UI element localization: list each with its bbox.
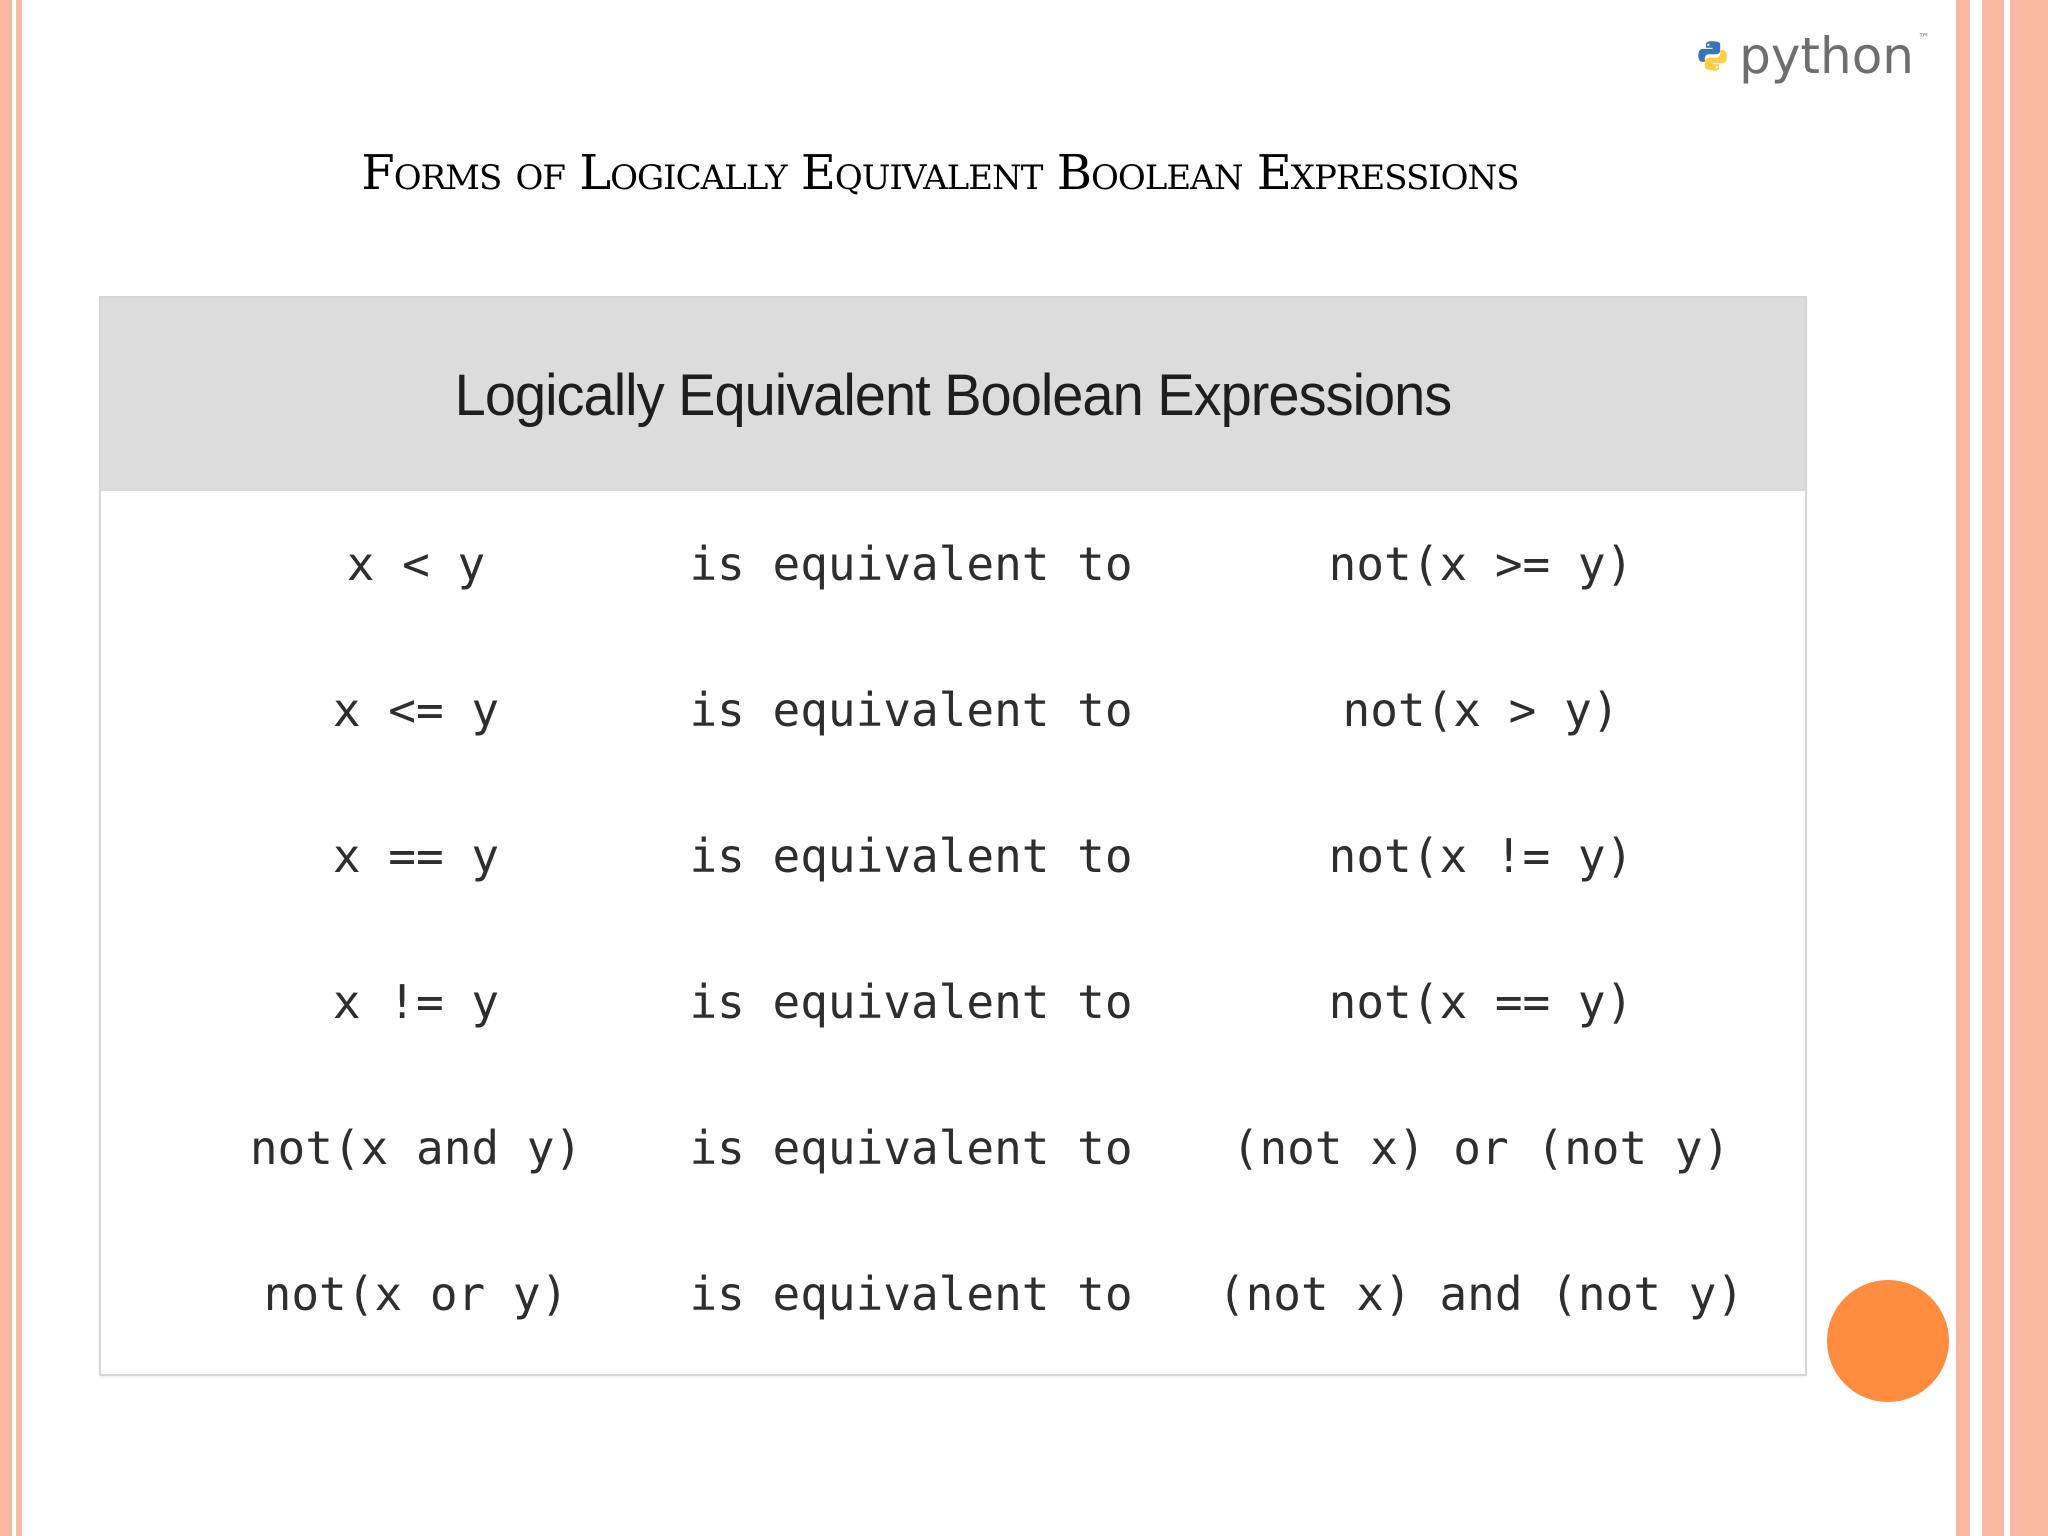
right-expression: not(x >= y) xyxy=(1328,537,1634,591)
left-border-stripe-2 xyxy=(16,0,22,1536)
right-border-stripe-3 xyxy=(2010,0,2048,1536)
left-expression: x < y xyxy=(346,537,486,591)
table-header xyxy=(101,298,1805,491)
equivalence-label: is equivalent to xyxy=(689,829,1133,883)
left-expression: x <= y xyxy=(332,683,500,737)
table-row xyxy=(101,491,1805,637)
table-row xyxy=(101,637,1805,783)
right-border-stripe-1 xyxy=(1956,0,1970,1536)
orange-circle-decoration xyxy=(1827,1280,1949,1402)
left-border-stripe-1 xyxy=(0,0,12,1536)
table-header-text: Logically Equivalent Boolean Expressions xyxy=(454,361,1452,428)
right-expression: not(x != y) xyxy=(1328,829,1634,883)
right-border-stripe-2 xyxy=(1982,0,2004,1536)
equivalence-label: is equivalent to xyxy=(689,683,1133,737)
left-expression: not(x and y) xyxy=(249,1121,583,1175)
right-expression: not(x > y) xyxy=(1342,683,1620,737)
right-expression: (not x) or (not y) xyxy=(1231,1121,1731,1175)
left-border-decoration xyxy=(0,0,26,1536)
table-row xyxy=(101,1221,1805,1367)
equivalence-table xyxy=(99,296,1807,1376)
equivalence-label: is equivalent to xyxy=(689,1121,1133,1175)
table-row xyxy=(101,929,1805,1075)
right-border-decoration xyxy=(1956,0,2048,1536)
python-snake-icon xyxy=(1696,28,1729,84)
table-row xyxy=(101,783,1805,929)
right-expression: (not x) and (not y) xyxy=(1217,1267,1745,1321)
equivalence-label: is equivalent to xyxy=(689,1267,1133,1321)
left-expression: x == y xyxy=(332,829,500,883)
equivalence-label: is equivalent to xyxy=(689,537,1133,591)
left-expression: not(x or y) xyxy=(263,1267,569,1321)
right-expression: not(x == y) xyxy=(1328,975,1634,1029)
equivalence-label: is equivalent to xyxy=(689,975,1133,1029)
table-body xyxy=(101,491,1805,1376)
table-row xyxy=(101,1075,1805,1221)
python-logo xyxy=(1696,18,1936,94)
left-expression: x != y xyxy=(332,975,500,1029)
python-logo-trademark: ™ xyxy=(1918,31,1930,45)
python-logo-text: python xyxy=(1739,27,1914,85)
slide-title: Forms of Logically Equivalent Boolean Expressions xyxy=(361,145,1519,201)
